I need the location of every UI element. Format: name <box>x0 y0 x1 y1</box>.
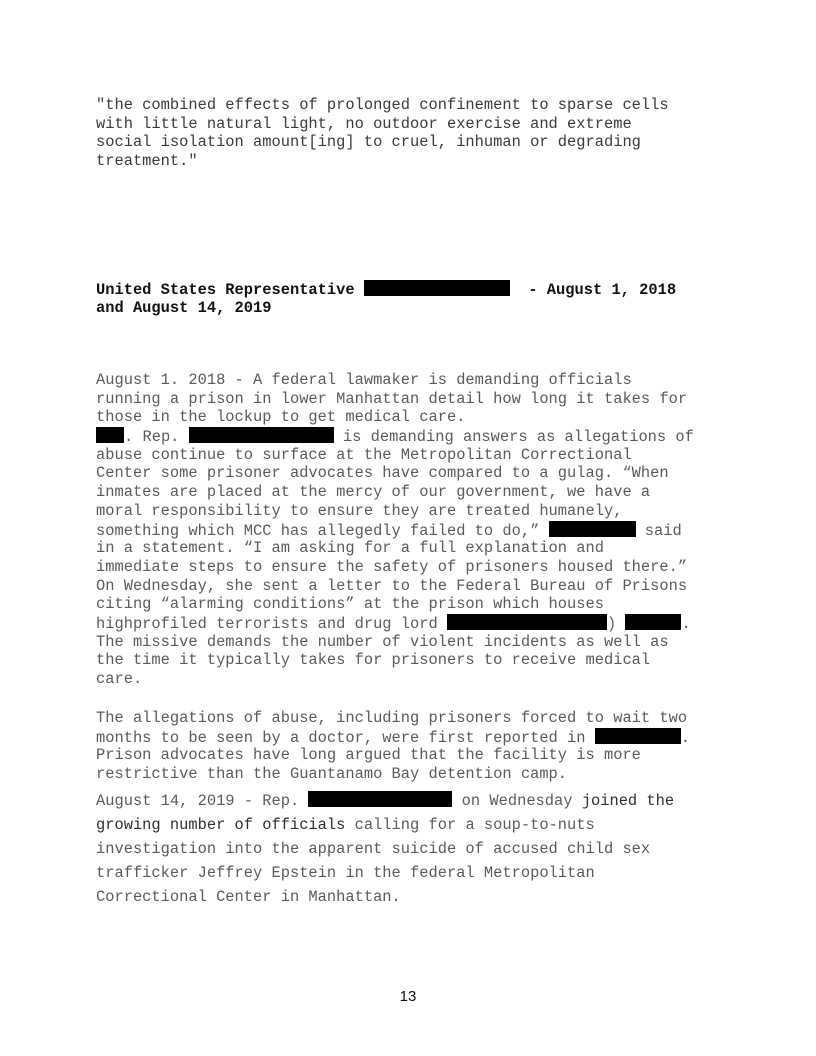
redaction-bar <box>447 614 607 630</box>
body-text: joined the <box>581 792 675 810</box>
body-line: August 1. 2018 - A federal lawmaker is demanding officials <box>96 371 632 389</box>
redaction-bar <box>364 280 510 296</box>
heading-line-2: and August 14, 2019 <box>96 298 272 317</box>
heading-line-1 <box>96 280 736 299</box>
body-text: calling for a soup-to-nuts <box>345 816 595 834</box>
body-line: Correctional Center in Manhattan. <box>96 888 401 906</box>
body-line <box>96 789 736 813</box>
body-line: in a statement. “I am asking for a full explanation and <box>96 539 604 558</box>
body-line: citing “alarming conditions” at the prison which houses <box>96 595 604 614</box>
body-text: ) <box>606 614 626 633</box>
body-line: The allegations of abuse, including prisoners forced to wait two <box>96 709 688 727</box>
quote-line: treatment." <box>96 152 198 171</box>
body-line <box>96 614 736 633</box>
body-line: On Wednesday, she sent a letter to the Federal Bureau of Prisons <box>96 576 688 595</box>
page-number: 13 <box>399 988 417 1005</box>
redaction-bar <box>625 614 681 630</box>
body-line <box>96 728 736 747</box>
body-line <box>96 521 736 540</box>
section-heading <box>96 280 736 317</box>
block-quote <box>96 96 736 171</box>
heading-prefix: United States Representative <box>96 281 364 299</box>
body-text: . Rep. <box>124 428 189 447</box>
body-line: Prison advocates have long argued that the facility is more <box>96 746 641 765</box>
body-line: the time it typically takes for prisoners to receive medical <box>96 651 651 670</box>
body-line: those in the lockup to get medical care. <box>96 408 466 427</box>
body-text: highprofiled terrorists and drug lord <box>96 614 447 633</box>
body-text: is demanding answers as allegations of <box>333 428 694 447</box>
body-line: inmates are placed at the mercy of our government, we have a <box>96 483 651 502</box>
body-text: growing number of officials <box>96 816 346 834</box>
redaction-bar <box>595 728 681 744</box>
body-text: on Wednesday <box>452 792 582 810</box>
body-line <box>96 427 736 446</box>
paragraph-allegations <box>96 709 736 784</box>
quote-line: "the combined effects of prolonged confinement to sparse cells <box>96 96 669 114</box>
quote-line: social isolation amount[ing] to cruel, inhuman or degrading <box>96 133 641 152</box>
body-line: moral responsibility to ensure they are treated humanely, <box>96 501 623 520</box>
body-line: The missive demands the number of violent incidents as well as <box>96 632 669 651</box>
body-text: . <box>680 728 690 747</box>
body-line: investigation into the apparent suicide of accused child sex <box>96 840 651 858</box>
body-text: . <box>681 614 691 633</box>
body-text: August 14, 2019 - Rep. <box>96 792 309 810</box>
body-line: trafficker Jeffrey Epstein in the federal Metropolitan <box>96 864 595 882</box>
body-text: something which MCC has allegedly failed to do,” <box>96 521 549 540</box>
body-text: said <box>635 521 682 540</box>
body-line: immediate steps to ensure the safety of prisoners housed there.” <box>96 557 688 576</box>
paragraph-august-2019 <box>96 789 736 909</box>
body-line: Center some prisoner advocates have compared to a gulag. “When <box>96 464 669 483</box>
body-text: months to be seen by a doctor, were first reported in <box>96 728 595 747</box>
body-line: abuse continue to surface at the Metropolitan Correctional <box>96 445 632 464</box>
quote-line: with little natural light, no outdoor exercise and extreme <box>96 114 632 133</box>
redaction-bar <box>96 427 124 443</box>
paragraph-august-2018 <box>96 371 736 689</box>
body-line: restrictive than the Guantanamo Bay detention camp. <box>96 765 568 784</box>
redaction-bar <box>308 791 452 807</box>
redaction-bar <box>549 521 636 537</box>
body-line <box>96 813 736 837</box>
body-line: running a prison in lower Manhattan detail how long it takes for <box>96 389 688 408</box>
body-line: care. <box>96 670 143 688</box>
heading-suffix: - August 1, 2018 <box>528 281 677 299</box>
redaction-bar <box>189 427 334 443</box>
